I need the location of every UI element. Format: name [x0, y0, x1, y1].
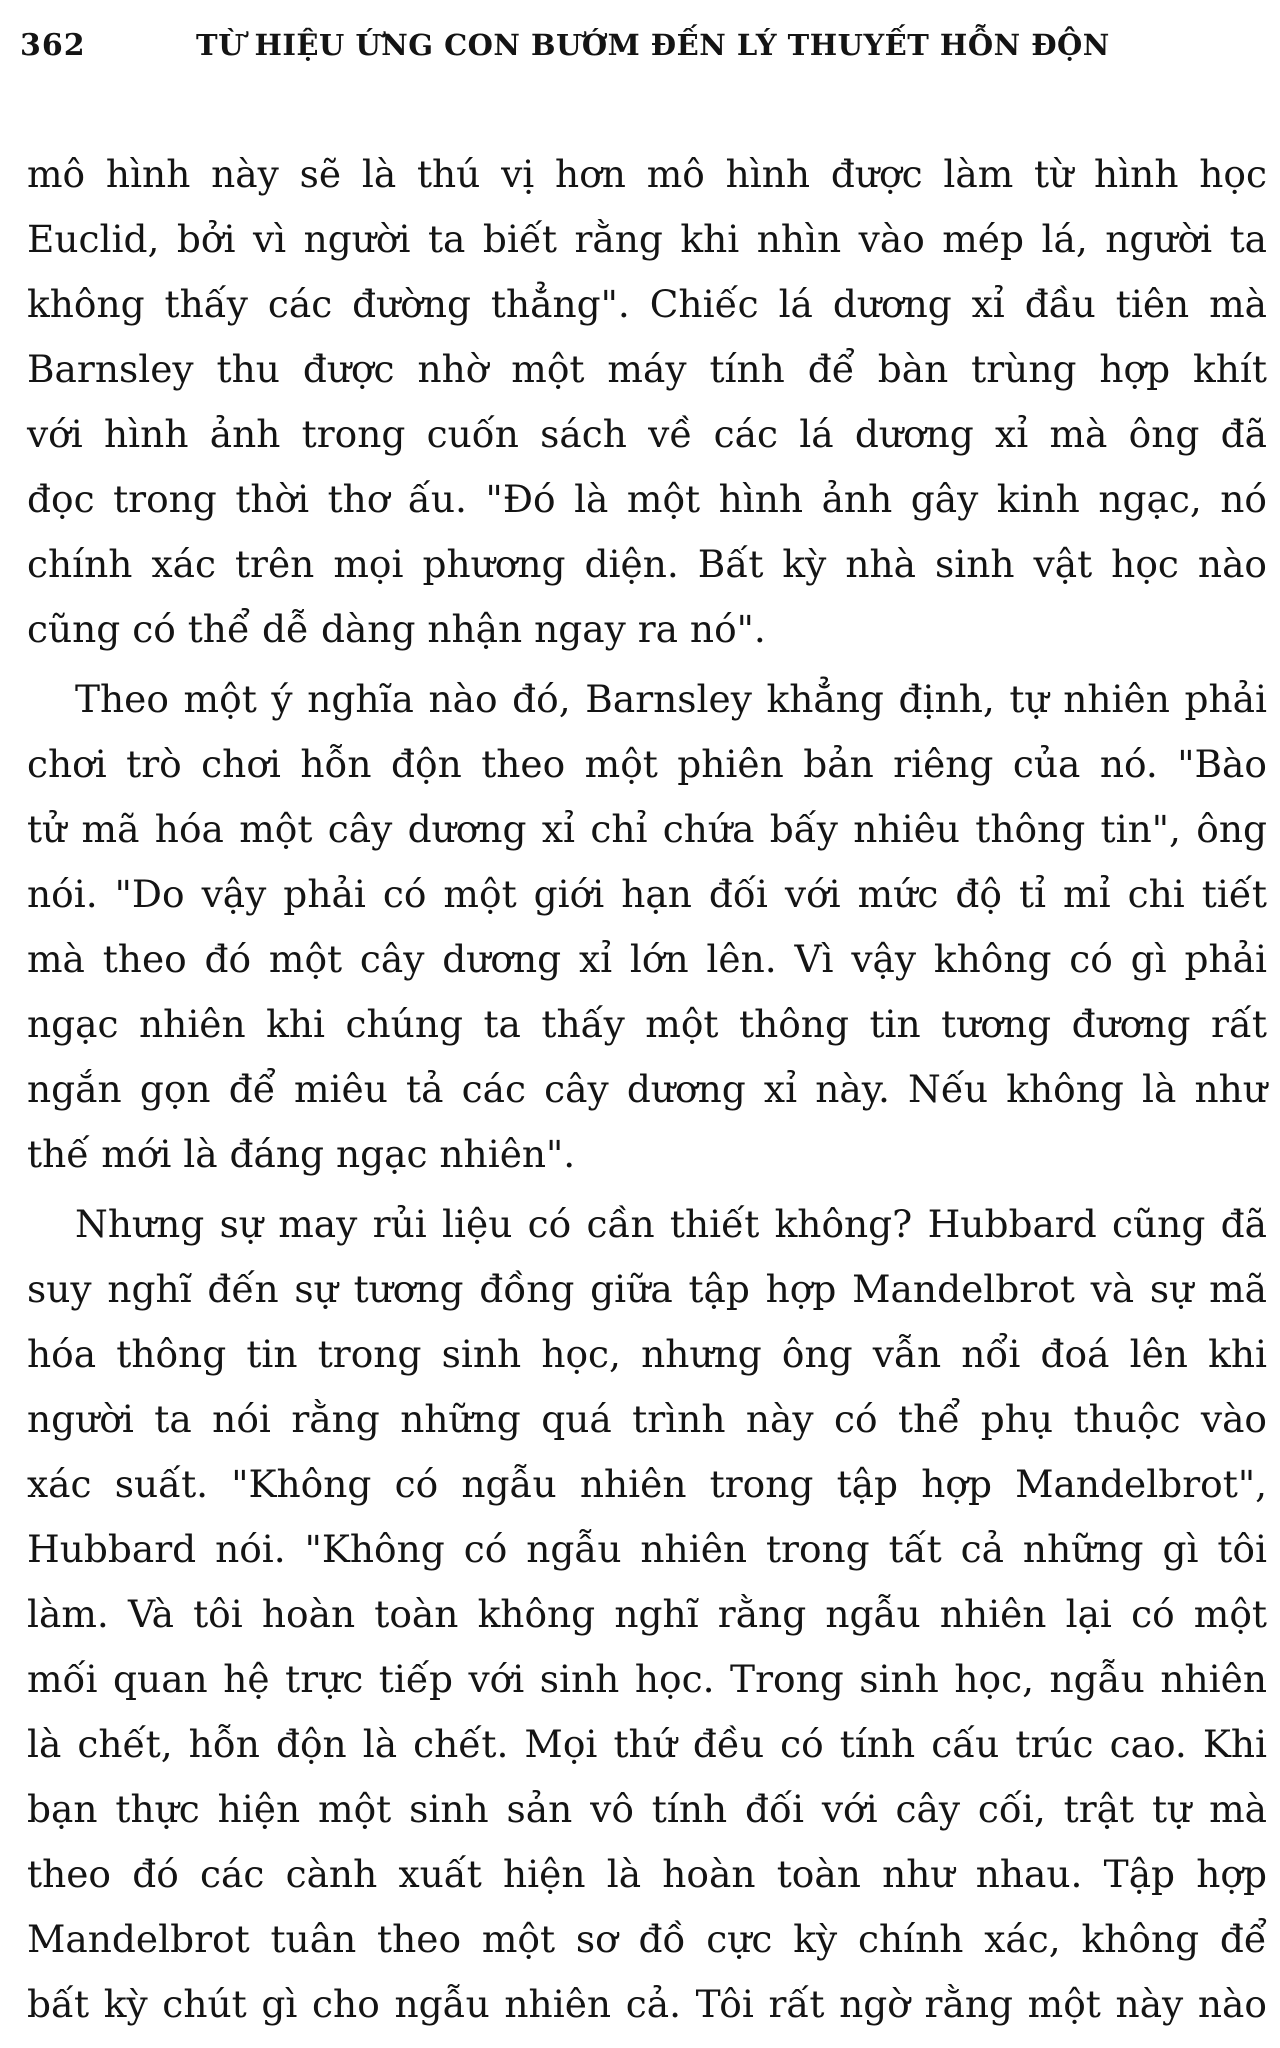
text-line: người ta nói rằng những quá trình này có thể phụ thuộc vào [27, 1397, 1267, 1441]
text-line: xác suất. "Không có ngẫu nhiên trong tập hợp Mandelbrot", [27, 1462, 1267, 1506]
text-line: tử mã hóa một cây dương xỉ chỉ chứa bấy nhiêu thông tin", ông [27, 807, 1267, 851]
body-text [27, 142, 1267, 2042]
text-line: cũng có thể dễ dàng nhận ngay ra nó". [27, 607, 766, 651]
text-line: với hình ảnh trong cuốn sách về các lá dương xỉ mà ông đã [27, 412, 1267, 456]
text-line: ngắn gọn để miêu tả các cây dương xỉ này. Nếu không là như [27, 1067, 1267, 1111]
text-line: theo đó các cành xuất hiện là hoàn toàn như nhau. Tập hợp [27, 1852, 1267, 1896]
text-line: nói. "Do vậy phải có một giới hạn đối với mức độ tỉ mỉ chi tiết [27, 872, 1267, 916]
text-line: bạn thực hiện một sinh sản vô tính đối với cây cối, trật tự mà [27, 1787, 1267, 1831]
text-line: Nhưng sự may rủi liệu có cần thiết không? Hubbard cũng đã [75, 1202, 1267, 1246]
text-line: hóa thông tin trong sinh học, nhưng ông vẫn nổi đoá lên khi [27, 1332, 1267, 1376]
text-line: suy nghĩ đến sự tương đồng giữa tập hợp Mandelbrot và sự mã [27, 1267, 1267, 1311]
text-line: Euclid, bởi vì người ta biết rằng khi nhìn vào mép lá, người ta [27, 217, 1267, 261]
text-line: là chết, hỗn độn là chết. Mọi thứ đều có tính cấu trúc cao. Khi [27, 1722, 1267, 1766]
text-line: Barnsley thu được nhờ một máy tính để bàn trùng hợp khít [27, 347, 1267, 391]
text-line: mô hình này sẽ là thú vị hơn mô hình được làm từ hình học [27, 152, 1267, 196]
text-line: Theo một ý nghĩa nào đó, Barnsley khẳng định, tự nhiên phải [75, 677, 1267, 721]
paragraph-3 [27, 1192, 1267, 2037]
running-header [20, 28, 1260, 72]
text-line: chính xác trên mọi phương diện. Bất kỳ nhà sinh vật học nào [27, 542, 1267, 586]
chapter-title: TỪ HIỆU ỨNG CON BƯỚM ĐẾN LÝ THUYẾT HỖN ĐỘN [196, 28, 1110, 62]
paragraph-1 [27, 142, 1267, 662]
text-line: Hubbard nói. "Không có ngẫu nhiên trong tất cả những gì tôi [27, 1527, 1267, 1571]
text-line: bất kỳ chút gì cho ngẫu nhiên cả. Tôi rất ngờ rằng một này nào [27, 1982, 1267, 2026]
text-line: đọc trong thời thơ ấu. "Đó là một hình ảnh gây kinh ngạc, nó [27, 477, 1267, 521]
page-number: 362 [20, 28, 86, 63]
paragraph-2 [27, 667, 1267, 1187]
text-line: không thấy các đường thẳng". Chiếc lá dương xỉ đầu tiên mà [27, 282, 1267, 326]
text-line: mà theo đó một cây dương xỉ lớn lên. Vì vậy không có gì phải [27, 937, 1267, 981]
text-line: Mandelbrot tuân theo một sơ đồ cực kỳ chính xác, không để [27, 1917, 1267, 1961]
text-line: mối quan hệ trực tiếp với sinh học. Trong sinh học, ngẫu nhiên [27, 1657, 1267, 1701]
text-line: chơi trò chơi hỗn độn theo một phiên bản riêng của nó. "Bào [27, 742, 1267, 786]
text-line: làm. Và tôi hoàn toàn không nghĩ rằng ngẫu nhiên lại có một [27, 1592, 1267, 1636]
text-line: thế mới là đáng ngạc nhiên". [27, 1132, 576, 1176]
text-line: ngạc nhiên khi chúng ta thấy một thông tin tương đương rất [27, 1002, 1267, 1046]
